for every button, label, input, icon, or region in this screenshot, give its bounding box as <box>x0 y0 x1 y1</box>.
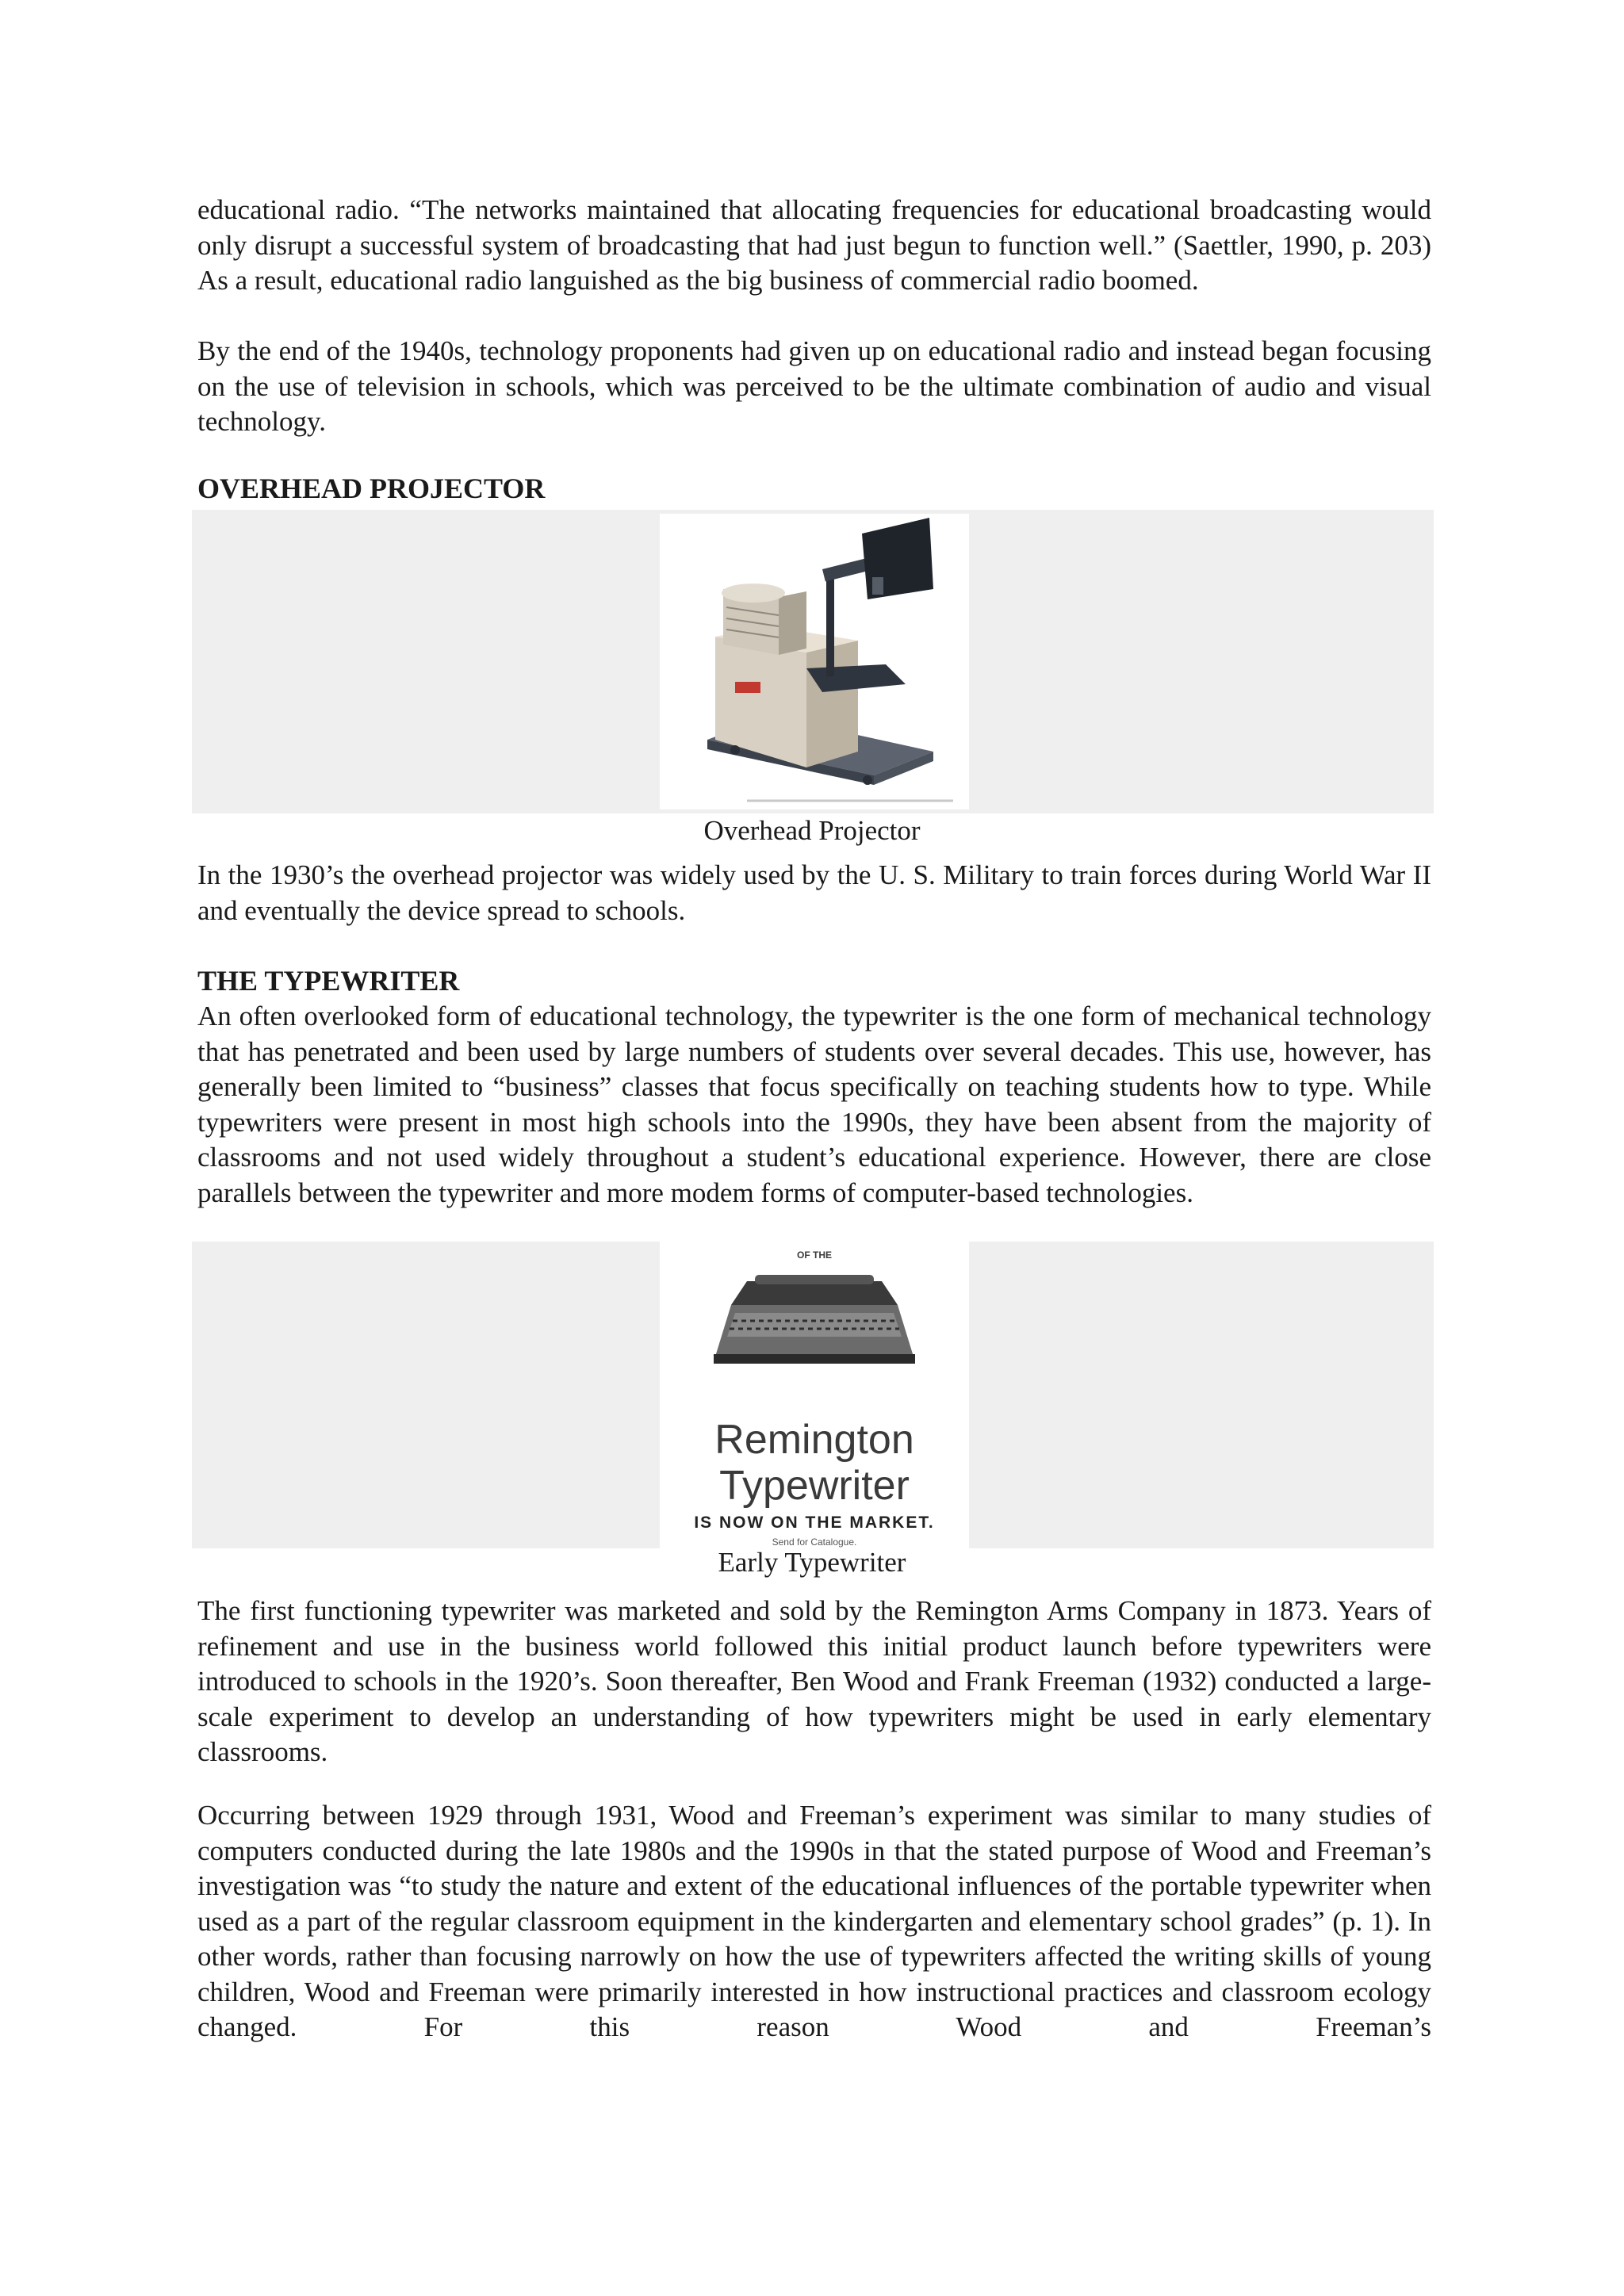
remington-typewriter-ad-image <box>660 1242 969 1548</box>
caption-early-typewriter: Early Typewriter <box>718 1547 906 1578</box>
paragraph-wood-freeman: Occurring between 1929 through 1931, Wood and Freeman’s experiment was similar to many studies of computers conducted during the late 1980s and the 1990s in that the stated purpose of Wood and Freeman’s investigation was “to study the nature and extent of the educational influences of the portable typewriter when used as a part of the regular classroom equipment in the kindergarten and elementary school grades” (p. 1). In other words, rather than focusing narrowly on how the use of typewriters affected the writing skills of young children, Wood and Freeman were primarily interested in how instructional practices and classroom ecology changed. For this reason Wood and Freeman’s <box>197 1800 1431 2042</box>
paragraph-television-shift: By the end of the 1940s, technology proponents had given up on educational radio and instead began focusing on the use of television in schools, which was perceived to be the ultimate combination of audio and visual technology. <box>197 335 1431 437</box>
paragraph-overhead-history: In the 1930’s the overhead projector was widely used by the U. S. Military to train forces during World War II and eventually the device spread to schools. <box>197 859 1431 926</box>
paragraph-typewriter-overview: An often overlooked form of educational technology, the typewriter is the one form of mechanical technology that has penetrated and been used by large numbers of students over several decades. This use, however, has generally been limited to “business” classes that focus specifically on teaching students how to type. While typewriters were present in most high schools into the 1990s, they have been absent from the majority of classrooms and not used widely throughout a student’s educational experience. However, there are close parallels between the typewriter and more modem forms of computer-based technologies. <box>197 1001 1431 1208</box>
overhead-projector-illustration <box>660 514 969 809</box>
paragraph-remington-history: The first functioning typewriter was marketed and sold by the Remington Arms Company in 1873. Years of refinement and use in the business world followed this initial product launch before typewriters were introduced to schools in the 1920’s. Soon thereafter, Ben Wood and Frank Freeman (1932) conducted a large-scale experiment to develop an understanding of how typewriters might be used in early elementary classrooms. <box>197 1595 1431 1767</box>
ad-remington-text: Remington <box>714 1417 914 1463</box>
figure-overhead-projector <box>192 510 1434 813</box>
figure-typewriter <box>192 1242 1434 1548</box>
typewriter-illustration <box>660 1257 969 1368</box>
heading-overhead-projector: OVERHEAD PROJECTOR <box>197 473 546 504</box>
ad-market-text: IS NOW ON THE MARKET. <box>694 1513 935 1532</box>
overhead-projector-image <box>660 514 969 809</box>
ad-typewriter-text: Typewriter <box>719 1463 910 1509</box>
ad-of-the-text: OF THE <box>797 1249 832 1261</box>
paragraph-educational-radio: educational radio. “The networks maintained that allocating frequencies for educational broadcasting would only disrupt a successful system of broadcasting that had just begun to function well.” (Saettler, 1990, p. 203) As a result, educational radio languished as the big business of commercial radio boomed. <box>197 194 1431 296</box>
caption-overhead-projector: Overhead Projector <box>703 815 921 846</box>
heading-typewriter: THE TYPEWRITER <box>197 965 460 997</box>
ad-catalogue-text: Send for Catalogue. <box>772 1536 857 1548</box>
